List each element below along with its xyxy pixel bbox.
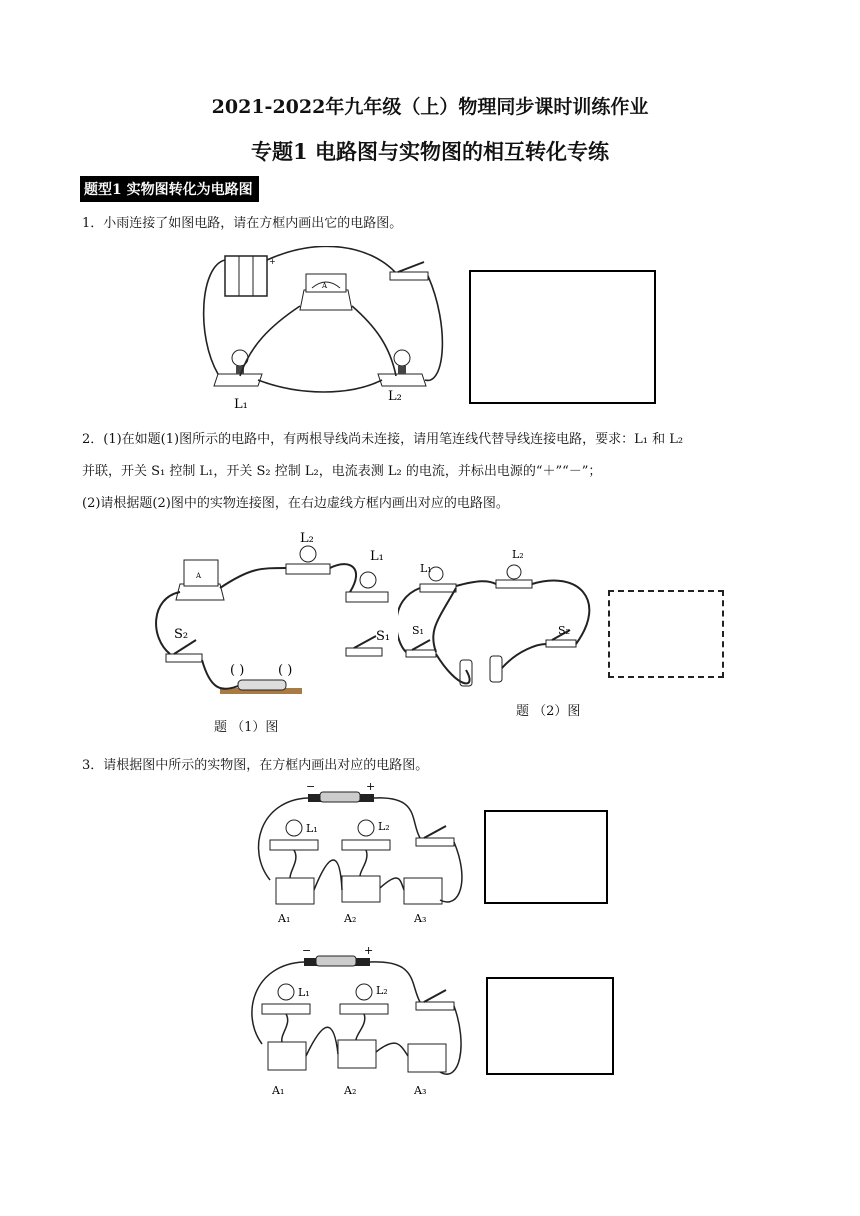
- ammeter-icon: [176, 560, 224, 600]
- l1-label: L₁: [234, 397, 248, 412]
- question-2-line-3: (2)请根据题(2)图中的实物连接图，在右边虚线方框内画出对应的电路图。: [82, 496, 509, 511]
- q3a-l1-label: L₁: [306, 822, 318, 835]
- switch-s2-icon: [166, 640, 202, 662]
- q3a-a3-label: A₃: [414, 912, 427, 925]
- l2-label: L₂: [388, 389, 402, 404]
- ammeter-a2-icon: [338, 1040, 376, 1068]
- document-title: 2021-2022年九年级（上）物理同步课时训练作业: [211, 96, 649, 118]
- svg-text:A: A: [322, 282, 328, 290]
- fig2-s1-label: S₁: [412, 624, 424, 637]
- question-2-line-1: 2．(1)在如题(1)图所示的电路中，有两根导线尚未连接，请用笔连线代替导线连接电路，要求：L₁ 和 L₂: [82, 432, 684, 447]
- q3b-l2-label: L₂: [376, 984, 388, 997]
- fig2-caption: 题 （2）图: [516, 704, 581, 719]
- q3a-plus-label: +: [366, 780, 376, 793]
- bulb-l1-icon: [214, 350, 262, 386]
- fig1-s1-label: S₁: [376, 629, 391, 644]
- section-heading: 题型1 实物图转化为电路图: [80, 176, 259, 202]
- ammeter-a1-icon: [268, 1042, 306, 1070]
- question-1-figure: [200, 246, 450, 412]
- question-1-answer-box[interactable]: [469, 270, 656, 404]
- fig1-l1-label: L₁: [370, 549, 384, 564]
- q3a-minus-label: −: [306, 780, 316, 793]
- question-2-answer-box[interactable]: [608, 590, 724, 678]
- q3b-a3-label: A₃: [414, 1084, 427, 1097]
- switch-icon: [416, 990, 454, 1010]
- fig1-battery-plus-bracket: ( ): [278, 663, 293, 678]
- fig2-l1-label: L₁: [420, 562, 432, 575]
- q3b-a2-label: A₂: [344, 1084, 357, 1097]
- switch-icon: [416, 826, 454, 846]
- question-3-answer-box-2[interactable]: [486, 977, 614, 1075]
- bulb-l2-icon: [286, 546, 330, 574]
- ammeter-a3-icon: [408, 1044, 446, 1072]
- bulb-l2-icon: [496, 565, 532, 588]
- ammeter-a2-icon: [342, 876, 380, 902]
- fig1-l2-label: L₂: [300, 531, 314, 546]
- fig2-s2-label: S₂: [558, 624, 570, 637]
- q3b-plus-label: +: [364, 944, 374, 957]
- bulb-l2-icon: [378, 350, 426, 386]
- svg-text:+: +: [269, 257, 276, 266]
- battery-icon: [304, 956, 370, 966]
- question-2-figure-1: [150, 528, 410, 704]
- fig2-l2-label: L₂: [512, 548, 524, 561]
- q3b-a1-label: A₁: [272, 1084, 285, 1097]
- question-1-text: 1．小雨连接了如图电路，请在方框内画出它的电路图。: [82, 216, 403, 231]
- q3a-a2-label: A₂: [344, 912, 357, 925]
- battery-icon: [308, 792, 374, 802]
- svg-text:A: A: [196, 572, 202, 580]
- fig1-battery-minus-bracket: ( ): [230, 663, 245, 678]
- switch-s1-icon: [406, 640, 436, 657]
- question-3-answer-box-1[interactable]: [484, 810, 608, 904]
- q3b-l1-label: L₁: [298, 986, 310, 999]
- question-3-figure-1: [250, 780, 470, 930]
- ammeter-icon: [300, 274, 352, 310]
- q3a-l2-label: L₂: [378, 820, 390, 833]
- q3b-minus-label: −: [302, 944, 312, 957]
- question-2-figure-2: [398, 540, 608, 700]
- battery-icon: [225, 256, 276, 296]
- fig1-s2-label: S₂: [174, 627, 189, 642]
- q3a-a1-label: A₁: [278, 912, 291, 925]
- question-2-line-2: 并联，开关 S₁ 控制 L₁，开关 S₂ 控制 L₂，电流表测 L₂ 的电流，并标出电源的“＋”“－”；: [82, 464, 602, 479]
- switch-icon: [390, 262, 428, 280]
- topic-title: 专题1 电路图与实物图的相互转化专练: [251, 139, 609, 164]
- question-3-text: 3．请根据图中所示的实物图，在方框内画出对应的电路图。: [82, 758, 429, 773]
- fig1-caption: 题 （1）图: [214, 720, 279, 735]
- question-3-figure-2: [240, 944, 470, 1104]
- ammeter-a3-icon: [404, 878, 442, 904]
- ammeter-a1-icon: [276, 878, 314, 904]
